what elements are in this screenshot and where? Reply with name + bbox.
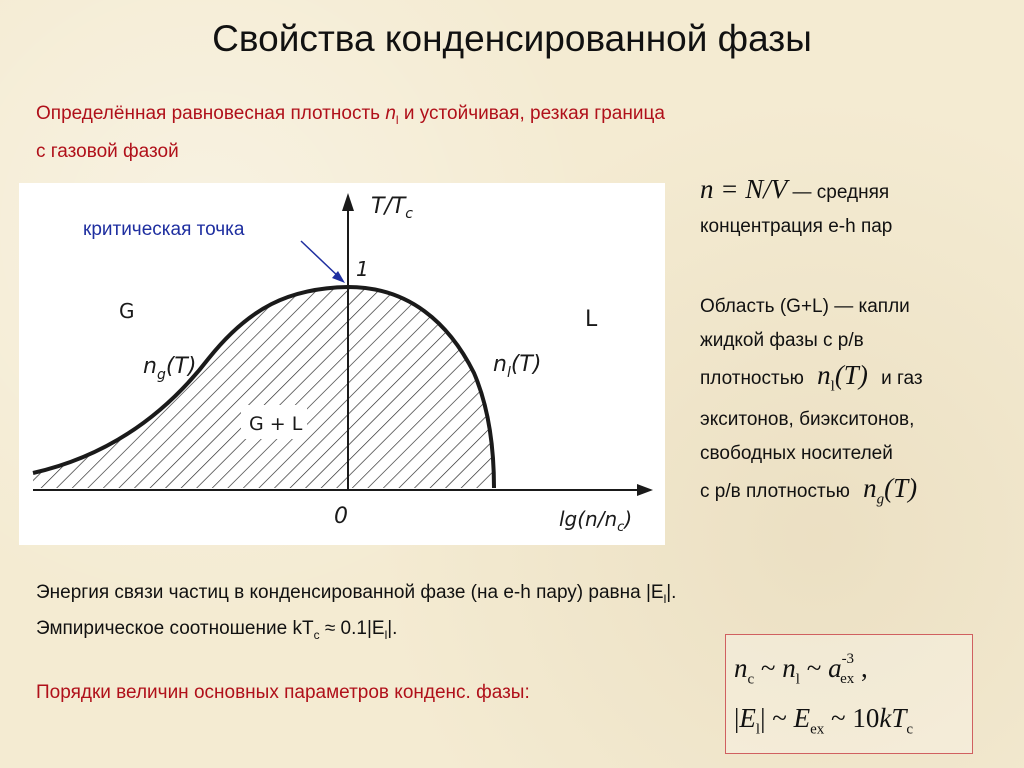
curve-ng-label: $n_g(T)$ bbox=[143, 354, 197, 383]
bottom-line1-before: Энергия связи частиц в конденсированной фазе (на e-h пару) равна |E bbox=[36, 582, 664, 603]
formula-row2: $|E_l|$ ~ $E_{ex}$ ~ $10kT_c$ bbox=[734, 703, 914, 738]
formula-row1: $n_c$ ~ $n_l$ ~ $a^{-3}_{ex}$ , bbox=[734, 651, 868, 688]
bottom-line2-sub2: l bbox=[384, 627, 388, 642]
density-definition bbox=[700, 172, 1020, 244]
desc-line5: свободных носителей bbox=[700, 443, 893, 465]
subtitle-line1-after: и устойчивая, резкая граница bbox=[398, 103, 665, 124]
region-l-label: L bbox=[585, 307, 598, 332]
origin-label: 0 bbox=[334, 504, 348, 529]
binding-energy-line bbox=[36, 582, 676, 606]
region-g-label: G bbox=[119, 299, 135, 323]
density-formula: n = N/V bbox=[700, 174, 788, 204]
desc-line3-after: и газ bbox=[881, 368, 923, 389]
y-axis-label: $T/T_c$ bbox=[371, 194, 413, 222]
region-gl-label: G + L bbox=[249, 413, 303, 435]
critical-point-label: критическая точка bbox=[83, 219, 245, 240]
empirical-relation-line bbox=[36, 618, 397, 642]
bottom-line1-sub: l bbox=[663, 591, 667, 606]
formula-box bbox=[725, 634, 973, 754]
curve-nl-label: $n_l(T)$ bbox=[493, 352, 542, 381]
nl-formula: $n_l(T)$ bbox=[817, 360, 868, 395]
bottom-line1-after: |. bbox=[666, 582, 677, 603]
y-axis-arrow bbox=[342, 193, 354, 211]
bottom-line2-after2: |. bbox=[387, 618, 398, 639]
definition-dash: — средняя bbox=[792, 182, 890, 203]
region-description bbox=[700, 290, 1020, 517]
subtitle bbox=[36, 98, 936, 167]
x-axis-label: $\lg(n/n_c)$ bbox=[559, 507, 633, 535]
desc-line4: экситонов, биэкситонов, bbox=[700, 409, 915, 431]
bottom-line2-sub: c bbox=[313, 627, 320, 642]
bottom-line2-after: ≈ 0.1|E bbox=[319, 618, 385, 639]
desc-line6: с р/в плотностью bbox=[700, 481, 850, 503]
orders-of-magnitude-line: Порядки величин основных параметров конденс. фазы: bbox=[36, 682, 530, 703]
desc-line3: плотностью bbox=[700, 368, 804, 389]
subtitle-n: n bbox=[385, 103, 396, 124]
critical-point-arrow bbox=[301, 241, 341, 279]
peak-label: 1 bbox=[356, 257, 369, 281]
subtitle-line2: с газовой фазой bbox=[36, 140, 179, 162]
definition-line2: концентрация e-h пар bbox=[700, 216, 893, 237]
page-title: Свойства конденсированной фазы bbox=[212, 18, 812, 59]
desc-line2: жидкой фазы с р/в bbox=[700, 330, 864, 351]
two-phase-region bbox=[33, 287, 494, 488]
ng-formula: $n_g(T)$ bbox=[863, 473, 918, 508]
bottom-line2-before: Эмпирическое соотношение kT bbox=[36, 618, 314, 639]
x-axis-arrow bbox=[637, 484, 653, 496]
subtitle-n-sub: l bbox=[395, 112, 399, 127]
subtitle-line1-before: Определённая равновесная плотность bbox=[36, 103, 386, 124]
desc-line1: Область (G+L) — капли bbox=[700, 296, 910, 317]
